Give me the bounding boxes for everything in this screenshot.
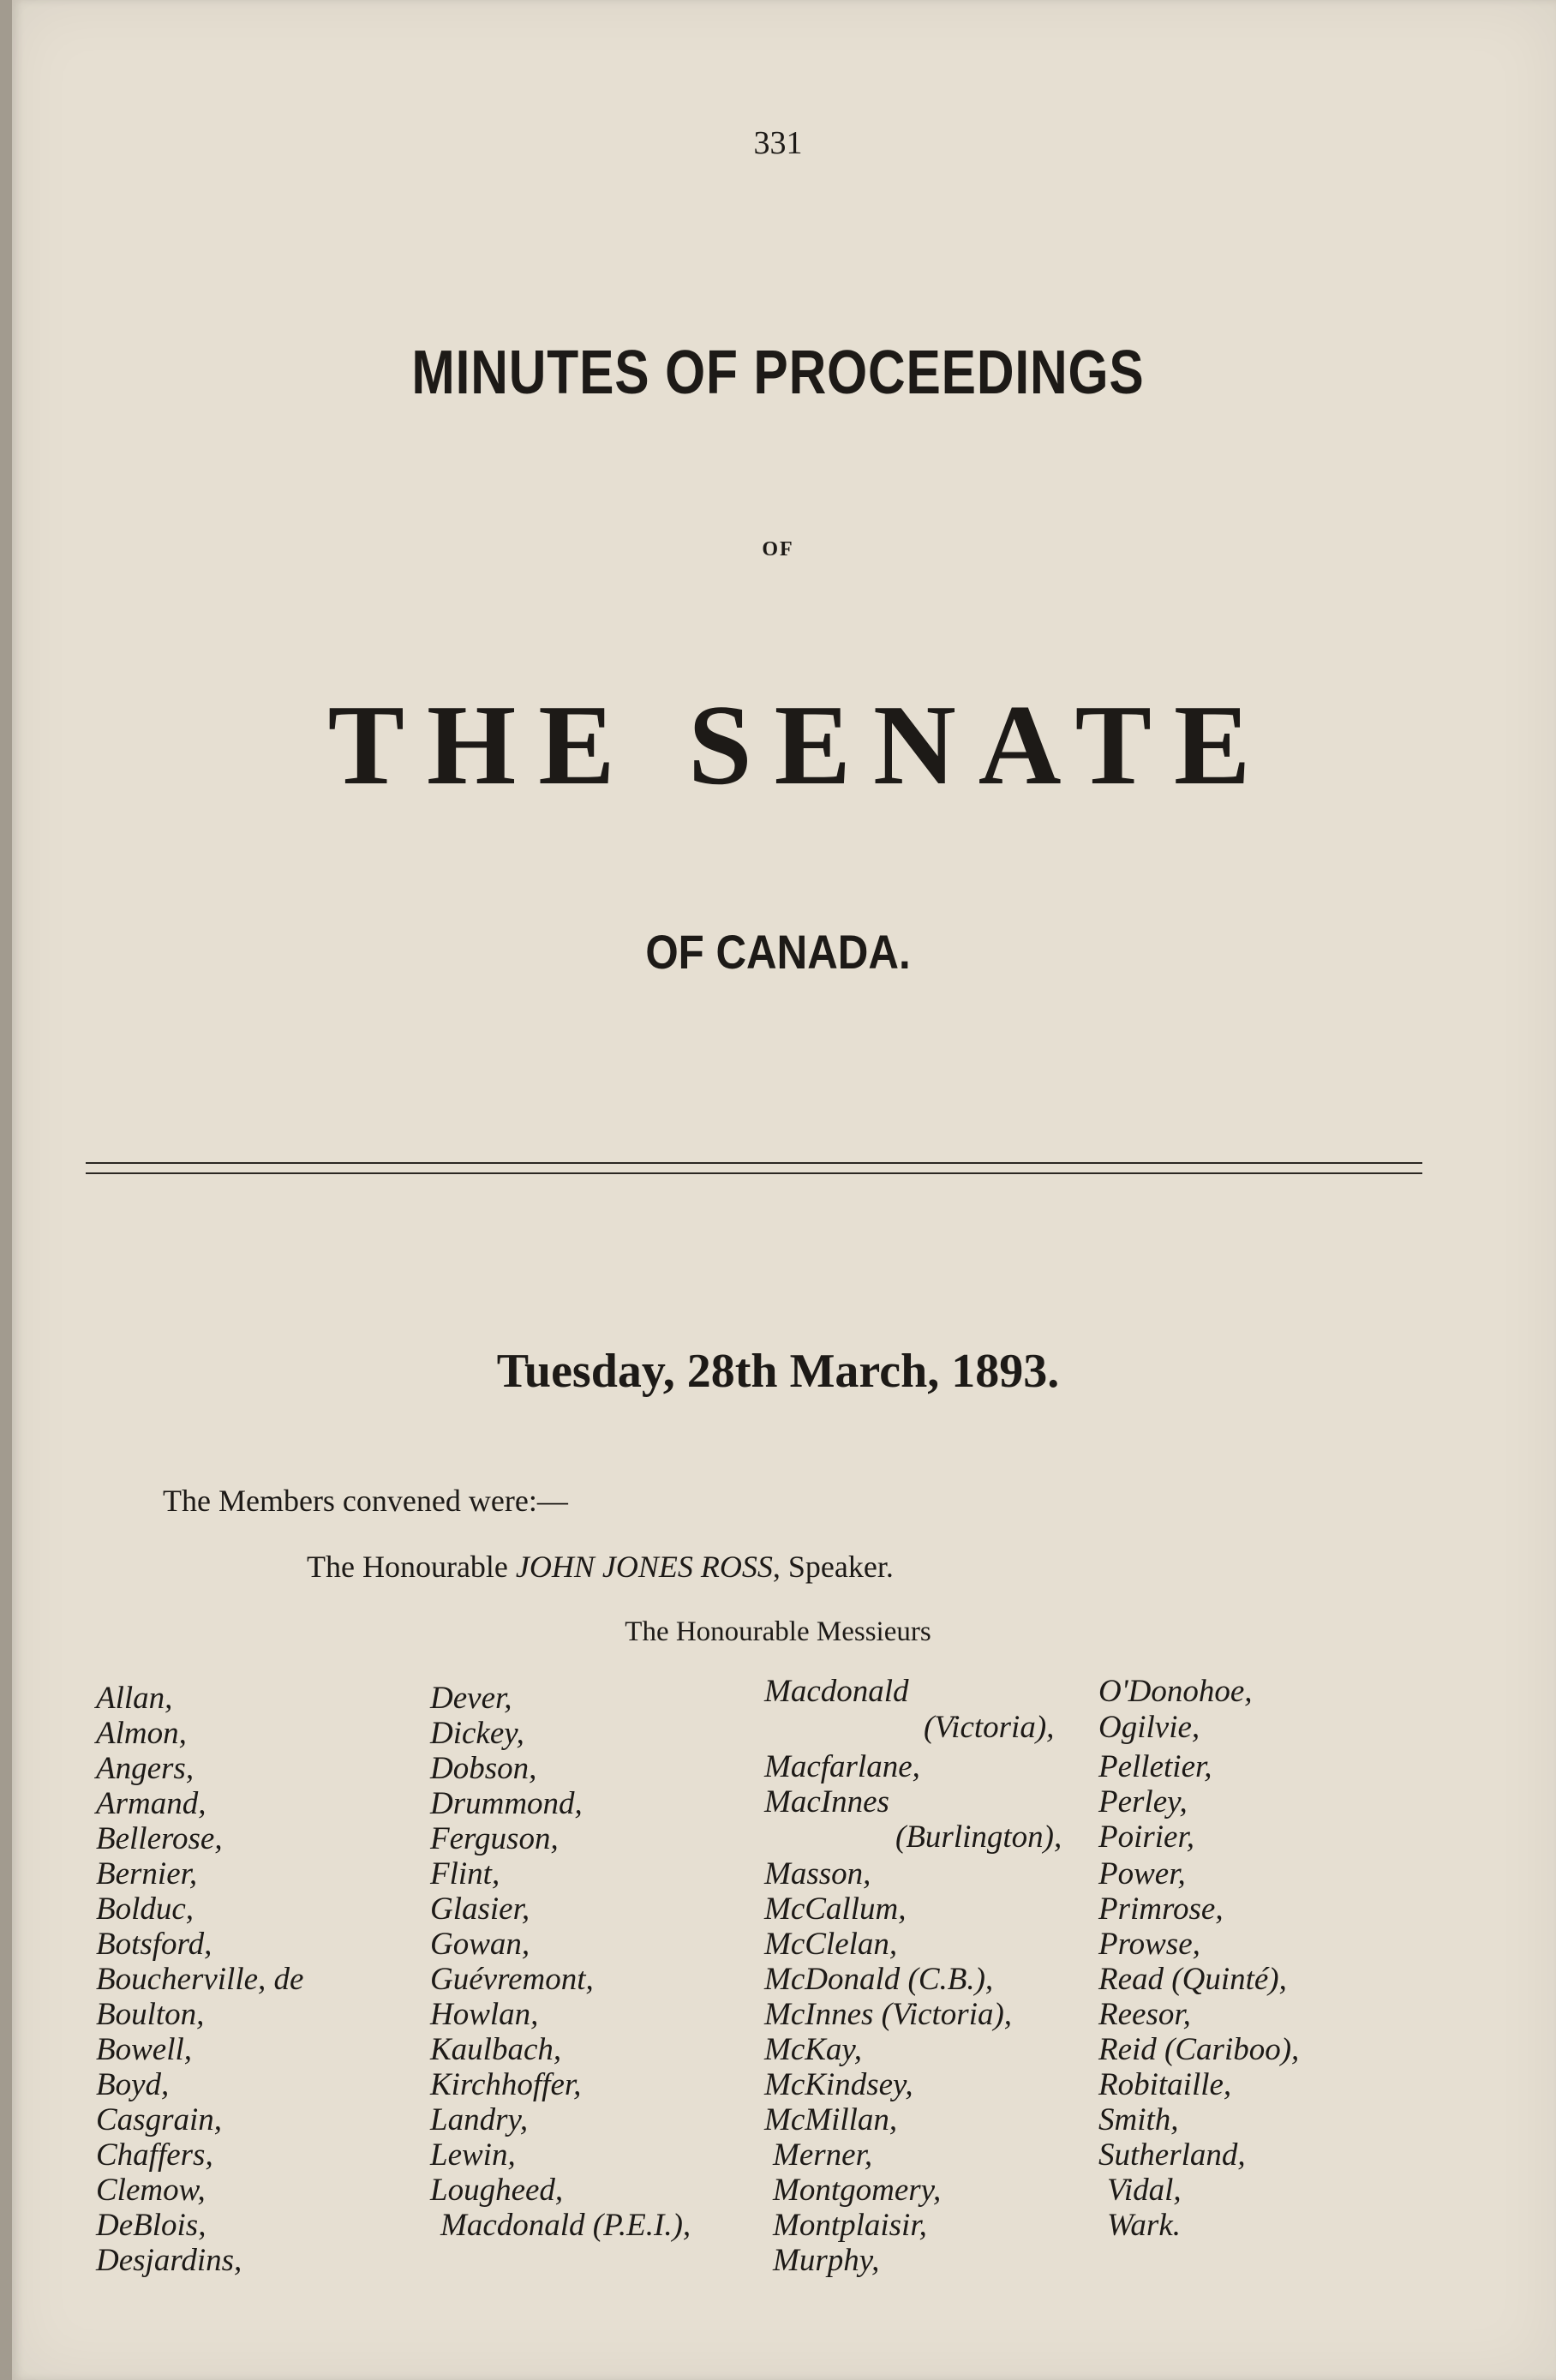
member-name: Flint, (430, 1856, 500, 1891)
member-name: Prowse, (1098, 1927, 1200, 1962)
member-name: Robitaille, (1098, 2067, 1232, 2102)
member-name: Dickey, (430, 1716, 524, 1751)
member-name: McMillan, (764, 2102, 898, 2137)
member-name: Angers, (96, 1751, 194, 1786)
member-name: McCallum, (764, 1891, 907, 1927)
member-name: Reesor, (1098, 1997, 1191, 2032)
member-name-cont: (Burlington), (895, 1819, 1062, 1855)
member-name: Lougheed, (430, 2173, 564, 2208)
member-name: McKindsey, (764, 2067, 913, 2102)
speaker-line (307, 1549, 894, 1585)
member-name: Reid (Cariboo), (1098, 2032, 1300, 2067)
member-name: Boyd, (96, 2067, 170, 2102)
page-number: 331 (753, 125, 803, 161)
book-spine-edge (0, 0, 12, 2380)
member-name: Boucherville, de (96, 1962, 304, 1997)
member-name: Montgomery, (773, 2173, 942, 2208)
member-name: Poirier, (1098, 1819, 1195, 1855)
member-name: Clemow, (96, 2173, 206, 2208)
title-of: OF (762, 538, 794, 561)
member-name: O'Donohoe, (1098, 1674, 1253, 1709)
member-name: Power, (1098, 1856, 1186, 1891)
member-name: McClelan, (764, 1927, 898, 1962)
member-name: Read (Quinté), (1098, 1962, 1287, 1997)
member-name: Vidal, (1107, 2173, 1182, 2208)
member-name: Merner, (773, 2137, 873, 2173)
member-name: Botsford, (96, 1927, 212, 1962)
member-name: Allan, (96, 1681, 173, 1716)
member-name: Guévremont, (430, 1962, 594, 1997)
member-name: Sutherland, (1098, 2137, 1246, 2173)
member-name: Macfarlane, (764, 1749, 920, 1784)
member-name: Desjardins, (96, 2243, 242, 2278)
speaker-prefix: The Honourable (307, 1550, 516, 1584)
member-name: Bernier, (96, 1856, 198, 1891)
member-name: MacInnes (764, 1784, 889, 1819)
member-name: Macdonald (764, 1674, 909, 1709)
member-name: Boulton, (96, 1997, 205, 2032)
double-rule-top (86, 1162, 1422, 1164)
member-name: DeBlois, (96, 2208, 206, 2243)
member-name: Primrose, (1098, 1891, 1224, 1927)
member-name: Gowan, (430, 1927, 530, 1962)
speaker-suffix: , Speaker. (772, 1550, 894, 1584)
member-name: Macdonald (P.E.I.), (440, 2208, 691, 2243)
member-name: Howlan, (430, 1997, 539, 2032)
members-intro: The Members convened were:— (163, 1484, 568, 1518)
member-name: Casgrain, (96, 2102, 223, 2137)
member-name: Murphy, (773, 2243, 880, 2278)
member-name: Armand, (96, 1786, 206, 1821)
sitting-date: Tuesday, 28th March, 1893. (496, 1345, 1060, 1398)
member-name: Drummond, (430, 1786, 583, 1821)
member-name: Perley, (1098, 1784, 1188, 1819)
title-of-canada: OF CANADA. (645, 925, 911, 979)
member-name: Kirchhoffer, (430, 2067, 582, 2102)
member-name-cont: (Victoria), (924, 1710, 1055, 1745)
member-name: Bolduc, (96, 1891, 194, 1927)
member-name: Wark. (1107, 2208, 1181, 2243)
member-name: McDonald (C.B.), (764, 1962, 994, 1997)
member-name: Glasier, (430, 1891, 530, 1927)
messieurs-heading: The Honourable Messieurs (625, 1616, 931, 1647)
member-name: McKay, (764, 2032, 863, 2067)
member-name: Dever, (430, 1681, 512, 1716)
member-name: Smith, (1098, 2102, 1179, 2137)
member-name: Kaulbach, (430, 2032, 562, 2067)
member-name: McInnes (Victoria), (764, 1997, 1013, 2032)
member-name: Masson, (764, 1856, 871, 1891)
double-rule-bottom (86, 1172, 1422, 1174)
member-name: Ferguson, (430, 1821, 559, 1856)
member-name: Lewin, (430, 2137, 516, 2173)
member-name: Ogilvie, (1098, 1710, 1200, 1745)
member-name: Dobson, (430, 1751, 537, 1786)
member-name: Almon, (96, 1716, 187, 1751)
speaker-name: JOHN JONES ROSS (515, 1550, 773, 1584)
member-name: Landry, (430, 2102, 529, 2137)
member-name: Bellerose, (96, 1821, 223, 1856)
member-name: Chaffers, (96, 2137, 213, 2173)
title-the-senate: THE SENATE (327, 681, 1273, 808)
member-name: Bowell, (96, 2032, 193, 2067)
member-name: Montplaisir, (773, 2208, 927, 2243)
member-name: Pelletier, (1098, 1749, 1212, 1784)
title-minutes-of-proceedings: MINUTES OF PROCEEDINGS (411, 339, 1145, 407)
